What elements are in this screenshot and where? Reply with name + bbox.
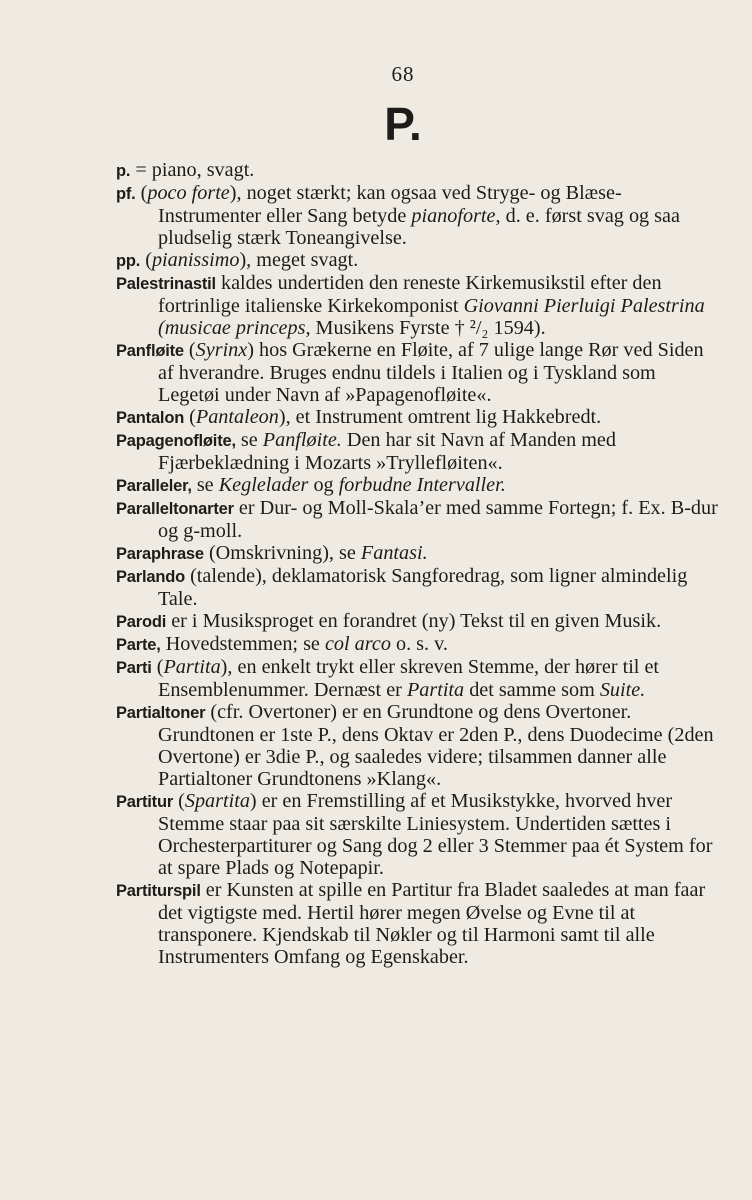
entry-text: det samme som bbox=[464, 679, 600, 701]
entry-term: Parodi bbox=[116, 613, 167, 631]
entry-italic-text: Fantasi. bbox=[360, 542, 428, 564]
entry-term: p. bbox=[116, 162, 131, 180]
entry-text: o. s. v. bbox=[390, 633, 448, 655]
entry-term: Panfløite bbox=[116, 342, 184, 360]
dictionary-entry bbox=[116, 701, 720, 790]
entry-text: ( bbox=[135, 182, 148, 204]
entry-text: (cfr. Overtoner) er en Grundtone og dens Overtoner. Grundtonen er 1ste P., dens Oktav er 2den P., dens Duodecime (2den Overtone) er 3die P., og saaledes videre; tilsammen danner alle Partialtoner Grundtonens »Klang«. bbox=[158, 701, 714, 790]
dictionary-entry bbox=[116, 272, 720, 339]
entry-text: ( bbox=[184, 406, 196, 428]
entry-text: er Kunsten at spille en Partitur fra Bladet saaledes at man faar det vigtigste med. Hertil hører megen Øvelse og Evne til at transponere. Kjendskab til Nøkler og til Harmoni samt til alle Instrumenters Omfang og Egenskaber. bbox=[158, 879, 706, 968]
entry-italic-text: Panfløite. bbox=[262, 429, 342, 451]
entry-text: ), en enkelt trykt eller skreven Stemme, der hører til et Ensemblenummer. Dernæst er bbox=[158, 656, 660, 701]
entry-text: (Omskrivning), se bbox=[203, 542, 361, 564]
entry-italic-text: col arco bbox=[324, 633, 391, 655]
entry-italic-text: Spartita bbox=[184, 790, 250, 812]
entry-italic-text: pianissimo bbox=[151, 249, 240, 271]
dictionary-entry bbox=[116, 474, 720, 497]
entry-term: Parti bbox=[116, 659, 152, 677]
entry-text: er Dur- og Moll-Skala’er med samme Fortegn; f. Ex. B-dur og g-moll. bbox=[158, 497, 718, 542]
entry-text: ( bbox=[183, 339, 196, 361]
entry-term: Partitur bbox=[116, 793, 174, 811]
dictionary-entry bbox=[116, 542, 720, 565]
section-letter-heading: P. bbox=[384, 98, 422, 150]
dictionary-entry bbox=[116, 182, 720, 249]
entry-term: Parte, bbox=[116, 636, 161, 654]
entry-term: Palestrinastil bbox=[116, 275, 216, 293]
entry-italic-text: Pantaleon bbox=[195, 406, 279, 428]
entry-text: og bbox=[308, 474, 339, 496]
entry-text: ) hos Grækerne en Fløite, af 7 ulige lange Rør ved Siden af hverandre. Bruges endnu tildels i Italien og i Tyskland som Legetøi under Navn af »Papagenofløite«. bbox=[158, 339, 704, 406]
entry-list bbox=[116, 159, 720, 968]
entry-text: ( bbox=[140, 249, 152, 271]
entry-text: er i Musiksproget en forandret (ny) Tekst til en given Musik. bbox=[166, 610, 662, 632]
dictionary-entry bbox=[116, 497, 720, 542]
entry-italic-text: Partita bbox=[406, 679, 465, 701]
entry-term: Pantalon bbox=[116, 409, 185, 427]
dictionary-entry bbox=[116, 879, 720, 968]
entry-italic-text: Syrinx bbox=[195, 339, 248, 361]
entry-text: kaldes undertiden den reneste Kirkemusikstil efter den fortrinlige italienske Kirkekomponist bbox=[158, 272, 662, 317]
entry-term: Paralleltonarter bbox=[116, 500, 234, 518]
entry-italic-text: Keglelader bbox=[218, 474, 309, 496]
dictionary-entry bbox=[116, 790, 720, 879]
entry-text: Hovedstemmen; se bbox=[160, 633, 325, 655]
entry-text: ), noget stærkt; kan ogsaa ved Stryge- og Blæse-Instrumenter eller Sang betyde bbox=[158, 182, 622, 227]
entry-text: se bbox=[235, 429, 263, 451]
entry-italic-text: Giovanni Pierluigi Palestrina (musicae princeps, bbox=[158, 295, 705, 339]
entry-italic-text: pianoforte bbox=[411, 205, 496, 227]
dictionary-entry bbox=[116, 159, 720, 182]
entry-text: Musikens Fyrste † ²/₂ 1594). bbox=[310, 317, 546, 339]
entry-text: Den har sit Navn af Manden med Fjærbeklædning i Mozarts »Tryllefløiten«. bbox=[158, 429, 616, 474]
dictionary-entry bbox=[116, 249, 720, 272]
page-number: 68 bbox=[391, 62, 415, 86]
entry-text: = piano, svagt. bbox=[130, 159, 255, 181]
entry-term: Partiturspil bbox=[116, 882, 201, 900]
entry-term: Paraphrase bbox=[116, 545, 204, 563]
dictionary-entry bbox=[116, 339, 720, 406]
entry-text: ), meget svagt. bbox=[239, 249, 359, 271]
entry-term: Parlando bbox=[116, 568, 186, 586]
dictionary-entry bbox=[116, 610, 720, 633]
entry-term: pp. bbox=[116, 252, 141, 270]
entry-text: ) er en Fremstilling af et Musikstykke, hvorved hver Stemme staar paa sit særskilte Liniesystem. Undertiden sættes i Orchesterpartiturer og Sang dog 2 eller 3 Stemmer paa ét System for at spare Plads og Notepapir. bbox=[158, 790, 713, 879]
entry-italic-text: Partita bbox=[163, 656, 221, 678]
dictionary-entry bbox=[116, 633, 720, 656]
entry-term: Paralleler, bbox=[116, 477, 192, 495]
entry-term: Partialtoner bbox=[116, 704, 206, 722]
entry-text: se bbox=[191, 474, 219, 496]
dictionary-entry bbox=[116, 565, 720, 610]
entry-term: Papagenofløite, bbox=[116, 432, 236, 450]
entry-italic-text: forbudne Intervaller. bbox=[338, 474, 506, 496]
entry-text: , d. e. først svag og saa pludselig stærk Toneangivelse. bbox=[158, 205, 680, 249]
entry-text: ( bbox=[151, 656, 164, 678]
entry-italic-text: Suite. bbox=[599, 679, 646, 701]
entry-text: (talende), deklamatorisk Sangforedrag, som ligner almindelig Tale. bbox=[158, 565, 688, 610]
dictionary-entry bbox=[116, 406, 720, 429]
dictionary-entry bbox=[116, 656, 720, 701]
entry-term: pf. bbox=[116, 185, 136, 203]
entry-text: ( bbox=[173, 790, 185, 812]
entry-italic-text: poco forte bbox=[147, 182, 230, 204]
entry-text: ), et Instrument omtrent lig Hakkebredt. bbox=[278, 406, 602, 428]
dictionary-entry bbox=[116, 429, 720, 474]
